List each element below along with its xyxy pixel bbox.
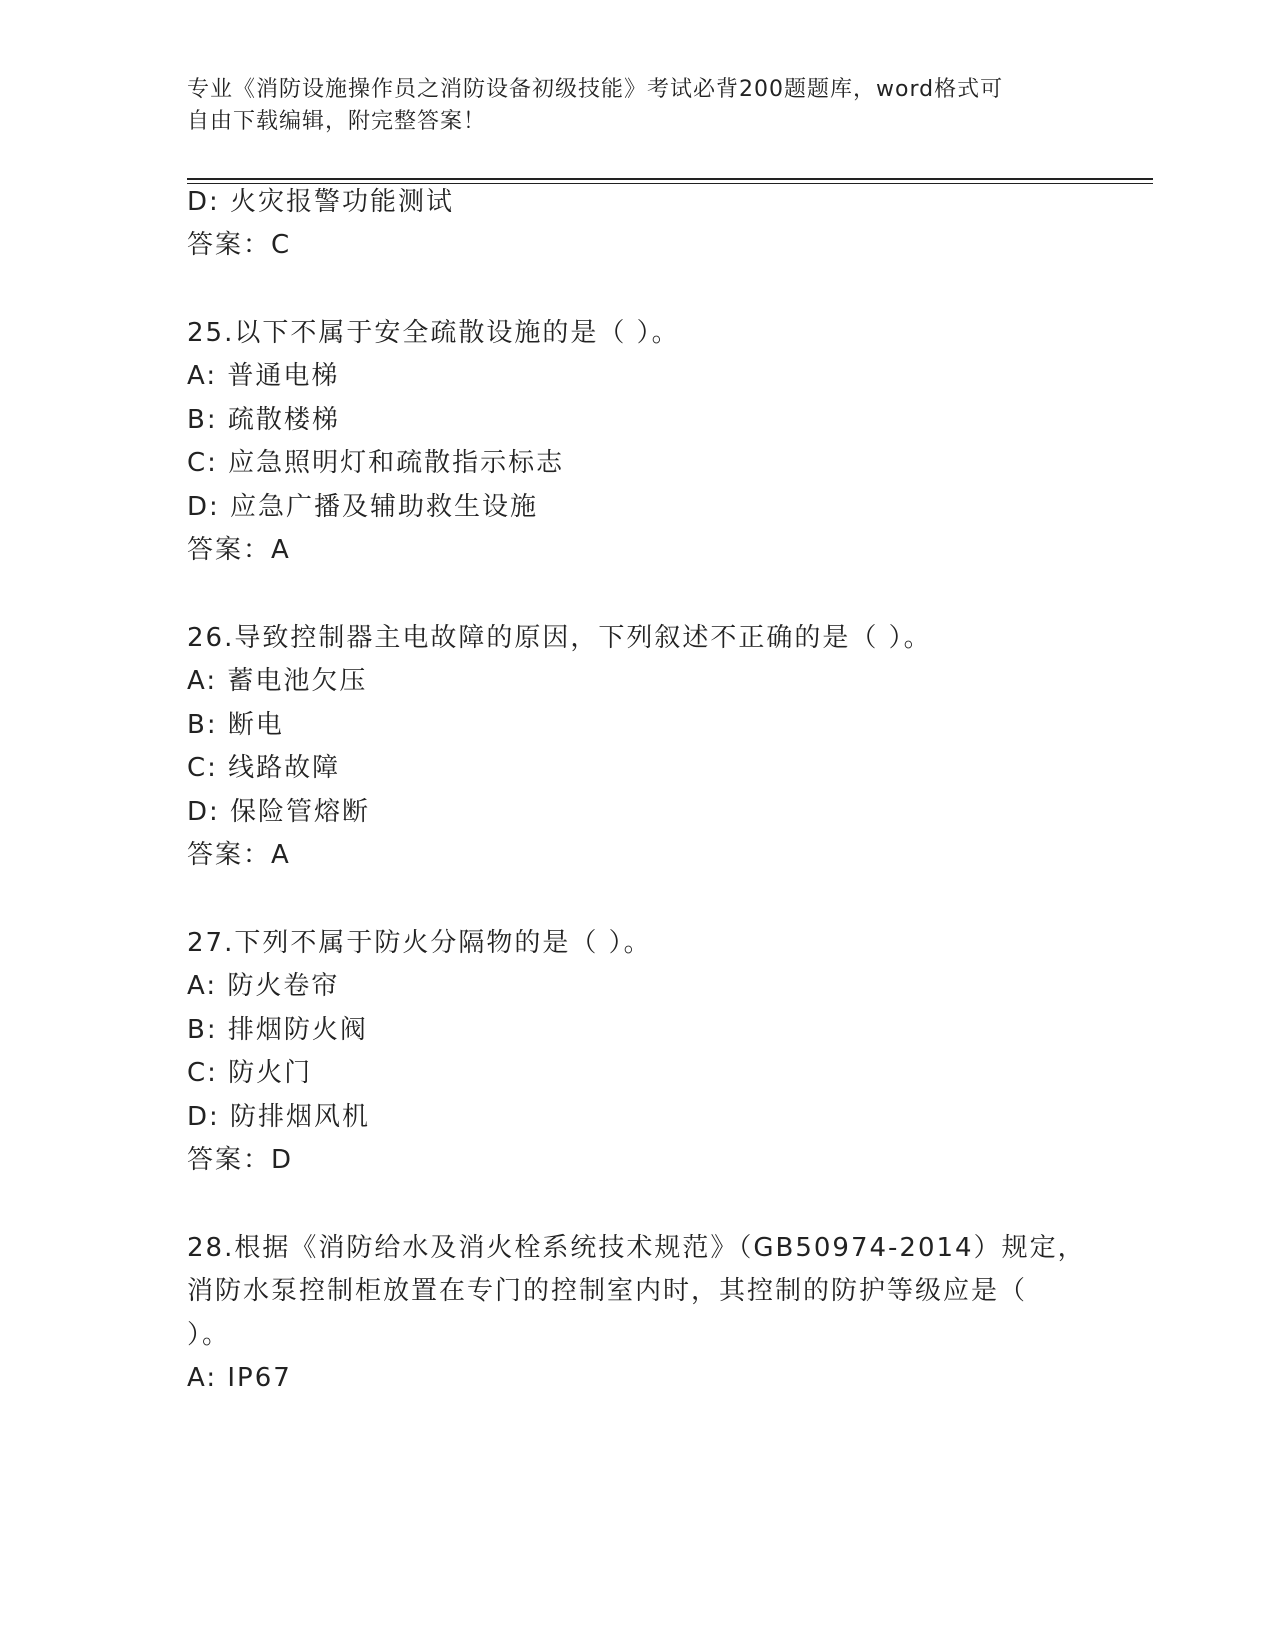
question-27-text: 27.下列不属于防火分隔物的是（ ）。 <box>187 928 652 958</box>
header-title-line-2: 自由下载编辑，附完整答案！ <box>187 109 487 134</box>
question-28-text-line-1: 28.根据《消防给水及消火栓系统技术规范》（GB50974-2014）规定， <box>187 1233 1086 1263</box>
question-25-text: 25.以下不属于安全疏散设施的是（ ）。 <box>187 318 680 348</box>
previous-question-option-d: D: 火灾报警功能测试 <box>187 187 455 217</box>
question-26-option-c: C: 线路故障 <box>187 753 341 783</box>
header-divider-thin <box>187 183 1153 184</box>
document-header <box>187 74 1087 138</box>
question-27-answer: 答案：D <box>187 1145 294 1175</box>
question-28-text-line-3: ）。 <box>187 1320 231 1350</box>
question-25-option-d: D: 应急广播及辅助救生设施 <box>187 492 539 522</box>
question-27-option-b: B: 排烟防火阀 <box>187 1015 368 1045</box>
question-26-option-b: B: 断电 <box>187 710 284 740</box>
question-26-text: 26.导致控制器主电故障的原因，下列叙述不正确的是（ ）。 <box>187 623 932 653</box>
header-title-line-1: 专业《消防设施操作员之消防设备初级技能》考试必背200题题库，word格式可 <box>187 77 1004 102</box>
question-28-option-a: A: IP67 <box>187 1363 292 1393</box>
question-26-option-d: D: 保险管熔断 <box>187 797 371 827</box>
question-25-option-b: B: 疏散楼梯 <box>187 405 340 435</box>
question-26-answer: 答案：A <box>187 840 291 870</box>
question-25-option-c: C: 应急照明灯和疏散指示标志 <box>187 448 565 478</box>
question-25-option-a: A: 普通电梯 <box>187 361 340 391</box>
question-27-option-c: C: 防火门 <box>187 1058 313 1088</box>
question-27-option-a: A: 防火卷帘 <box>187 971 340 1001</box>
previous-question-answer: 答案：C <box>187 230 292 260</box>
question-25-answer: 答案：A <box>187 535 291 565</box>
header-divider-thick <box>187 178 1153 180</box>
question-26-option-a: A: 蓄电池欠压 <box>187 666 368 696</box>
question-28-text-line-2: 消防水泵控制柜放置在专门的控制室内时，其控制的防护等级应是（ <box>187 1276 1028 1306</box>
question-27-option-d: D: 防排烟风机 <box>187 1102 371 1132</box>
